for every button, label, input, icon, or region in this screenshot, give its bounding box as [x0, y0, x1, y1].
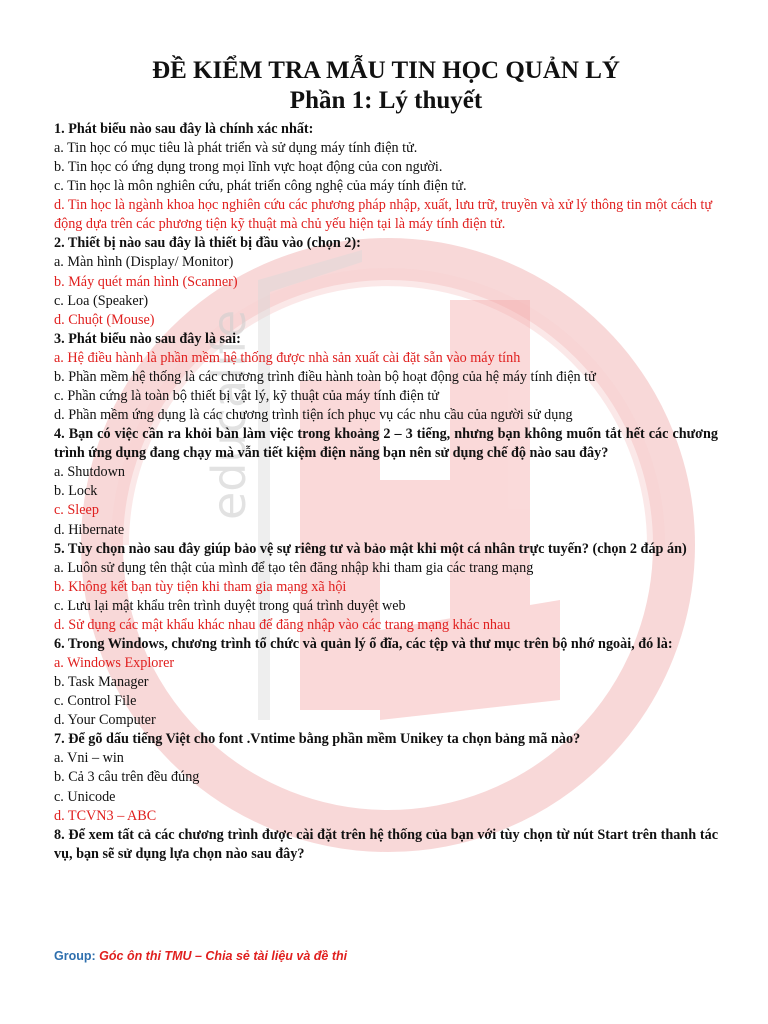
option-4b: b. Lock	[54, 483, 98, 500]
question-6: 6. Trong Windows, chương trình tổ chức và quản lý ổ đĩa, các tệp và thư mục trên bộ nhớ ngoài, đó là:	[54, 635, 673, 652]
question-list	[54, 120, 718, 864]
option-4d: d. Hibernate	[54, 521, 125, 538]
option-2c: c. Loa (Speaker)	[54, 292, 149, 309]
option-5d-correct: d. Sử dụng các mật khẩu khác nhau để đăng nhập vào các trang mạng khác nhau	[54, 616, 511, 633]
option-6a-correct: a. Windows Explorer	[54, 654, 175, 671]
watermark-text: educalife	[202, 309, 256, 520]
option-3c: c. Phần cứng là toàn bộ thiết bị vật lý, kỹ thuật của máy tính điện tử	[54, 388, 439, 405]
question-4: 4. Bạn có việc cần ra khỏi bàn làm việc trong khoảng 2 – 3 tiếng, nhưng bạn không muốn tắt hết các chương trình ứng dụng đang chạy mà vẫn tiết kiệm điện năng bạn nên sử dụng chế độ nào sau đây?	[54, 426, 718, 462]
option-5a: a. Luôn sử dụng tên thật của mình để tạo tên đăng nhập khi tham gia các trang mạng	[54, 559, 534, 576]
option-5b-correct: b. Không kết bạn tùy tiện khi tham gia mạng xã hội	[54, 578, 347, 595]
option-7c: c. Unicode	[54, 788, 116, 805]
question-2: 2. Thiết bị nào sau đây là thiết bị đầu vào (chọn 2):	[54, 235, 361, 252]
question-5: 5. Tùy chọn nào sau đây giúp bảo vệ sự riêng tư và bảo mật khi một cá nhân trực tuyến? (chọn 2 đáp án)	[54, 540, 687, 557]
option-3a-correct: a. Hệ điều hành là phần mềm hệ thống được nhà sản xuất cài đặt sẵn vào máy tính	[54, 349, 521, 366]
footer-label: Group:	[54, 949, 96, 963]
option-2b-correct: b. Máy quét mán hình (Scanner)	[54, 273, 238, 290]
option-3b: b. Phần mềm hệ thống là các chương trình điều hành toàn bộ hoạt động của hệ máy tính điện tử	[54, 368, 596, 385]
option-2d-correct: d. Chuột (Mouse)	[54, 311, 155, 328]
document-page	[54, 56, 718, 864]
option-3d: d. Phần mềm ứng dụng là các chương trình tiện ích phục vụ các nhu cầu của người sử dụng	[54, 407, 573, 424]
option-1b: b. Tin học có ứng dụng trong mọi lĩnh vực hoạt động của con người.	[54, 159, 443, 176]
section-title: Phần 1: Lý thuyết	[289, 87, 483, 114]
option-1a: a. Tin học có mục tiêu là phát triển và sử dụng máy tính điện tử.	[54, 140, 418, 156]
question-1: 1. Phát biểu nào sau đây là chính xác nhất:	[54, 121, 314, 137]
question-3: 3. Phát biểu nào sau đây là sai:	[54, 330, 241, 347]
option-6d: d. Your Computer	[54, 712, 156, 729]
document-title: ĐỀ KIỂM TRA MẪU TIN HỌC QUẢN LÝ	[152, 57, 620, 84]
footer-group-credit	[54, 949, 347, 963]
question-8: 8. Để xem tất cả các chương trình được cài đặt trên hệ thống của bạn với tùy chọn từ nút Start trên thanh tác vụ, bạn sẽ sử dụng lựa chọn nào sau đây?	[54, 826, 718, 862]
option-7a: a. Vni – win	[54, 750, 124, 767]
question-7: 7. Để gõ dấu tiếng Việt cho font .Vntime bằng phần mềm Unikey ta chọn bảng mã nào?	[54, 731, 581, 748]
option-1c: c. Tin học là môn nghiên cứu, phát triển công nghệ của máy tính điện tử.	[54, 178, 467, 195]
option-6c: c. Control File	[54, 693, 137, 710]
option-6b: b. Task Manager	[54, 674, 149, 691]
option-7d-correct: d. TCVN3 – ABC	[54, 807, 157, 824]
option-2a: a. Màn hình (Display/ Monitor)	[54, 254, 234, 271]
option-4c-correct: c. Sleep	[54, 502, 99, 519]
footer-group-link[interactable]: Góc ôn thi TMU – Chia sẻ tài liệu và đề thi	[99, 949, 348, 963]
option-1d-correct: d. Tin học là ngành khoa học nghiên cứu các phương pháp nhập, xuất, lưu trữ, truyền và xử lý thông tin một cách tự động dựa trên các phương tiện kỹ thuật mà chủ yếu hiện tại là máy tính điện tử.	[54, 197, 713, 233]
option-4a: a. Shutdown	[54, 464, 125, 481]
option-7b: b. Cả 3 câu trên đều đúng	[54, 769, 200, 786]
option-5c: c. Lưu lại mật khẩu trên trình duyệt trong quá trình duyệt web	[54, 597, 406, 614]
